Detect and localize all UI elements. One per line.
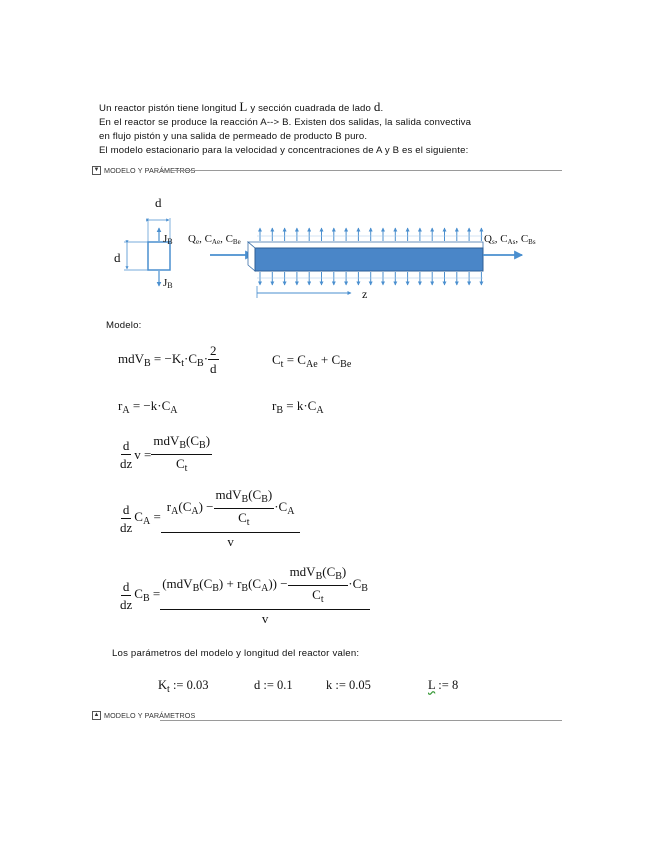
param-d: d := 0.1 [254,678,293,692]
equation-rb: $r_B = k\cdot C_A$ [272,398,324,416]
equation-dvdz: $\frac{d}{dz}$ v = $\frac{mdV_B(C_B)}{C_t}$ [120,433,211,474]
inlet-label: Qe, CAe, CBe [188,233,241,246]
z-axis-label: z [362,287,368,301]
region-divider-top [160,170,562,171]
intro-paragraph [99,100,471,158]
cross-section-square [148,242,170,270]
equation-mdvb: $mdV_B = -K_t\cdot C_B\cdot$ $\frac{2}{d}$ [118,343,217,376]
region-header-closed[interactable] [92,711,195,720]
equation-ct: $C_t = C_{Ae} + C_{Be}$ [272,352,352,370]
expand-toggle-icon[interactable]: ▲ [93,712,100,718]
dim-d-left: d [114,250,121,265]
reactor-diagram [100,190,540,305]
equation-ra: $r_A = -k\cdot C_A$ [118,398,178,416]
params-label: Los parámetros del modelo y longitud del reactor valen: [112,648,360,659]
equation-dcadz: $\frac{d}{dz}$ $C_A$ = $r_A(C_A)$ − $\frac{mdV_B(C_B)}{C_t}$ $\cdot C_A$ v [118,487,300,549]
region-header-label: MODELO Y PARÁMETROS [104,166,196,175]
param-L: L := 8 [428,678,459,692]
region-header-label-bottom: MODELO Y PARÁMETROS [104,711,196,720]
intro-line-4: El modelo estacionario para la velocidad y concentraciones de A y B es el siguiente: [99,145,469,156]
outlet-label: Qs, CAs, CBs [484,233,536,246]
param-kt: $K_t$ := 0.03 [158,678,209,695]
param-k: k := 0.05 [326,678,371,692]
modelo-label: Modelo: [106,320,142,331]
collapse-toggle-icon[interactable]: ▼ [93,167,100,173]
intro-line-3: en flujo pistón y una salida de permeado de producto B puro. [99,131,368,142]
flux-jb-bottom: JB [163,277,173,290]
intro-line-1: Un reactor pistón tiene longitud L y sección cuadrada de lado d. [99,99,384,114]
intro-line-2: En el reactor se produce la reacción A--> B. Existen dos salidas, la salida convectiva [99,117,472,128]
equation-dcbdz: $\frac{d}{dz}$ $C_B$ = $(mdV_B(C_B) + r_B(C_A))$ − $\frac{mdV_B(C_B)}{C_t}$ $\cdot C_B$ v [120,564,368,626]
reactor-tube [255,248,483,271]
dim-d-top: d [155,195,162,210]
region-divider-bottom [160,720,562,721]
flux-jb-top: JB [163,233,173,246]
